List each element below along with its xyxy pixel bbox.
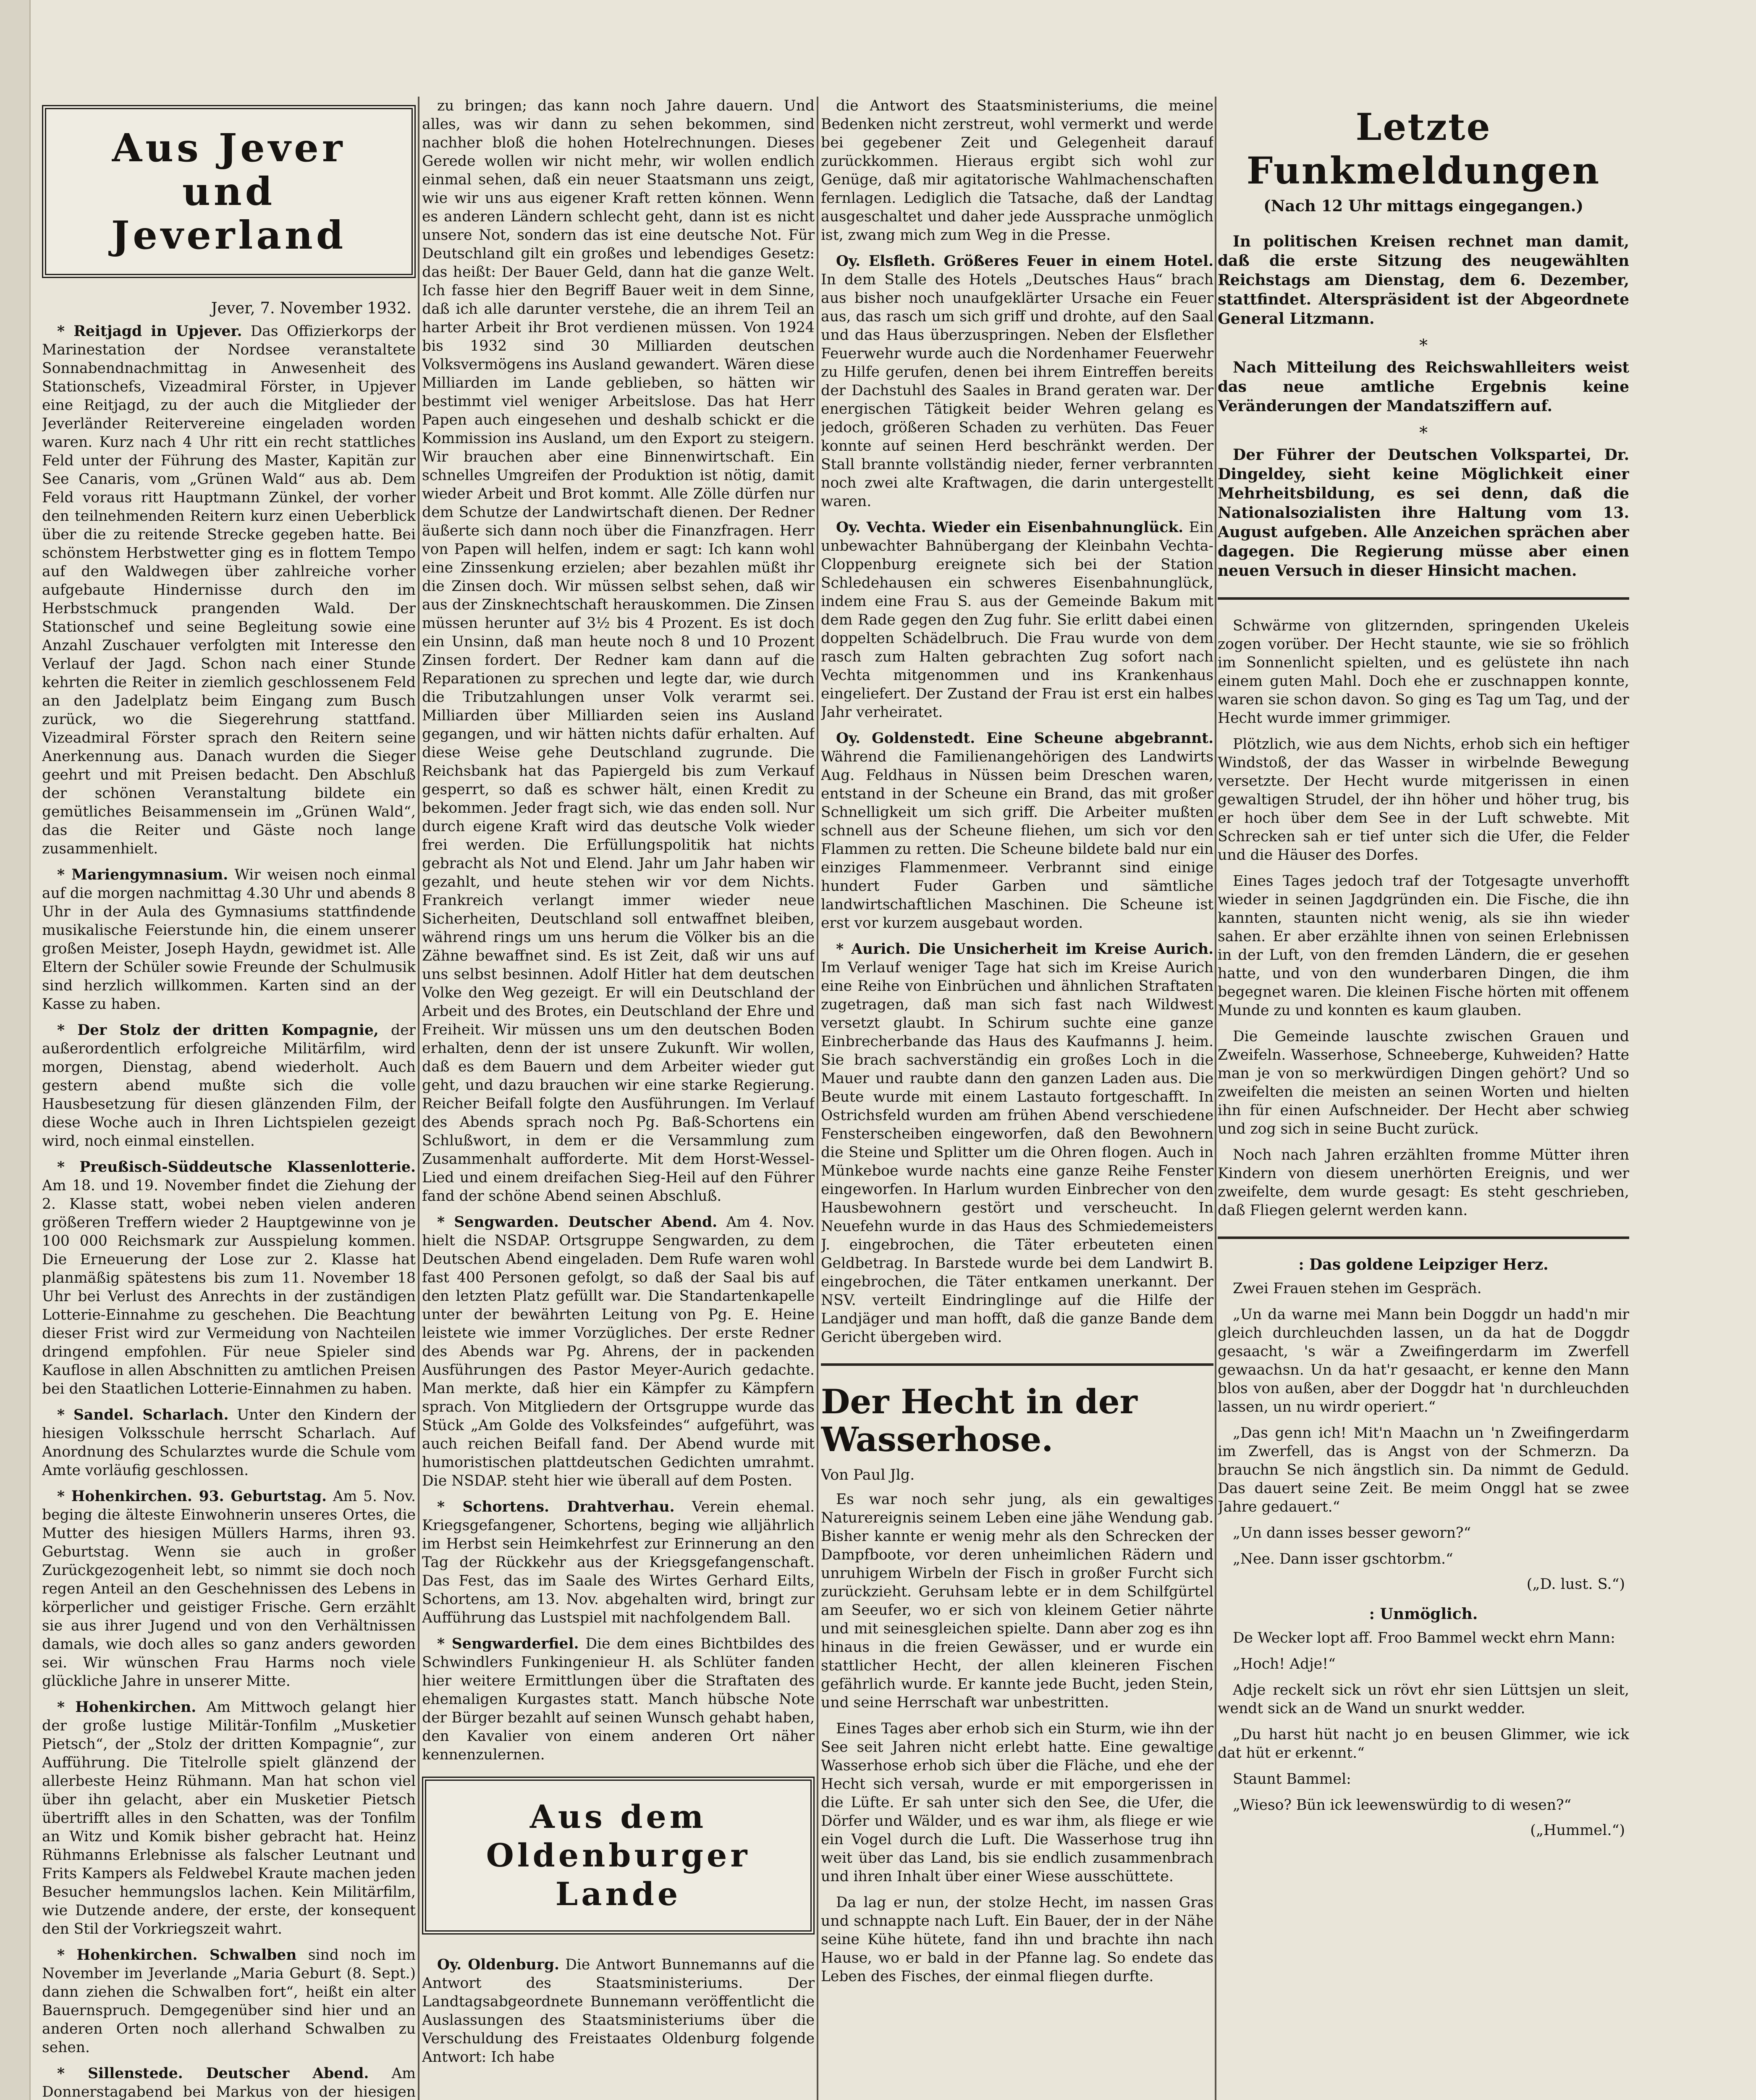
star-separator: * <box>1419 336 1428 355</box>
article-paragraph <box>422 97 815 1205</box>
paragraph: Die Gemeinde lauschte zwischen Grauen und Zweifeln. Wasserhose, Schneeberge, Kuhweiden? Hatte man je von so merkwürdigen Dingen gehört? Und so zweifelten die meisten an seinen Worten und hielten ihn für einen Aufschneider. Der Hecht aber schwieg und zog sich in seine Bucht zurück. <box>1218 1028 1629 1137</box>
anecdote2-body <box>1218 1629 1629 1814</box>
divider <box>1218 1236 1629 1239</box>
article-text: Unter den Kindern der hiesigen Volksschule herrscht Scharlach. Auf Anordnung des Schularztes wurde die Schule vom Amte vorläufig geschlossen. <box>42 1407 416 1479</box>
article-text: Das Offizierkorps der Marinestation der Nordsee veranstaltete Sonnabendnachmittag in Anwesenheit des Stationschefs, Vizeadmiral Förster, in Upjever eine Reitjagd, zu der auch die Mitglieder der Jeverländer Reitervereine eingeladen worden waren. Kurz nach 4 Uhr ritt ein recht stattliches Feld unter der Führung des Master, Kapitän zur See Canaris, vom „Grünen Wald“ aus ab. Dem Feld voraus ritt Hauptmann Zünkel, der vorher den teilnehmenden Reitern kurz einen Ueberblick über die zu reitende Strecke gegeben hatte. Bei schönstem Herbstwetter ging es in flottem Tempo auf den Waldwegen über zahlreiche vorher aufgebaute Hindernisse durch den im Herbstschmuck prangenden Wald. Der Stationschef und seine Begleitung sowie eine Anzahl Zuschauer verfolgten mit Interesse den Verlauf der Jagd. Schon nach einer Stunde kehrten die Reiter in ziemlich geschlossenem Feld an den Jadelplatz beim Eingang zum Busch zurück, wo die Siegerehrung stattfand. Vizeadmiral Förster sprach den Reitern seine Anerkennung aus. Danach wurden die Sieger geehrt und mit Preisen bedacht. Den Abschluß der schönen Veranstaltung bildete ein gemütliches Beisammensein im „Grünen Wald“, das die Reiter und Gäste noch lange zusammenhielt. <box>42 323 416 857</box>
paragraph: Da lag er nun, der stolze Hecht, im nassen Gras und schnappte nach Luft. Ein Bauer, der in der Nähe seine Kühe hütete, fand ihn und brachte ihn nach Hause, wo er bald in der Pfanne lag. So endete das Leben des Fisches, der einmal fliegen durfte. <box>821 1894 1213 1985</box>
column-2-tail-articles <box>422 1956 815 2066</box>
column-rule <box>1215 97 1216 2100</box>
article-lead: * Hohenkirchen. <box>57 1699 197 1716</box>
paragraph: Adje reckelt sick un rövt ehr sien Lüttsjen un sleit, wendt sick an de Wand un snurkt wedder. <box>1218 1682 1629 1717</box>
anecdote1-body <box>1218 1279 1629 1568</box>
paragraph: Es war noch sehr jung, als ein gewaltiges Naturereignis seinem Leben eine jähe Wendung gab. Bisher kannte er wenig mehr als den Schrecken der Dampfboote, vor deren unheimlichen Rädern und unruhigem Wirbeln der Fisch in großer Furcht sich zurückzieht. Geruhsam lebte er in dem Schilfgürtel am Seeufer, wo er sich von kleinem Getier nährte und mit seinesgleichen spielte. Dann aber zog es ihn hinaus in die freien Gewässer, und er wurde ein stattlicher Hecht, der allen kleineren Fischen gefährlich wurde. Er kannte jede Bucht, jeden Stein, und seine Herrschaft war unbestritten. <box>821 1491 1213 1711</box>
article-paragraph <box>42 1698 416 1938</box>
paragraph: Staunt Bammel: <box>1233 1771 1351 1788</box>
article-text: Während die Familienangehörigen des Landwirts Aug. Feldhaus in Nüssen beim Dreschen waren, entstand in der Scheune ein Brand, das mit großer Schnelligkeit um sich griff. Die Arbeiter mußten schnell aus der Scheune fliehen, um sich vor den Flammen zu retten. Die Scheune bildete bald nur ein einziges Flammenmeer. Verbrannt sind einige hundert Fuder Garben und sämtliche landwirtschaftlichen Maschinen. Die Scheune ist erst vor kurzem ausgebaut worden. <box>821 748 1213 932</box>
article-paragraph <box>422 1213 815 1490</box>
article-text: Die Antwort Bunnemanns auf die Antwort des Staatsministeriums. Der Landtagsabgeordnete Bunnemann veröffentlicht die Auslassungen des Staatsministeriums über die Verschuldung des Freistaates Oldenburg folgende Antwort: Ich habe <box>422 1956 815 2066</box>
article-lead: * Preußisch-Süddeutsche Klassenlotterie. <box>57 1159 416 1176</box>
anecdote2-signature: („Hummel.“) <box>1530 1822 1625 1839</box>
article-paragraph <box>42 866 416 1013</box>
section-header-line2: und Jeverland <box>111 169 347 258</box>
paragraph: „Wieso? Bün ick leewenswürdig to di wesen?“ <box>1233 1797 1572 1814</box>
article-text: Am Mittwoch gelangt hier der große lustige Militär-Tonfilm „Musketier Pietsch“, der „Stolz der dritten Kompagnie“, zur Aufführung. Die Titelrolle spielt glänzend der allerbeste Heinz Rühmann. Man hat schon viel über ihn gelacht, aber ein Musketier Pietsch übertrifft alles in den Schatten, was der Tonfilm an Witz und Komik bisher gebracht hat. Heinz Rühmanns Erlebnisse als falscher Leutnant und Frits Kampers als Feldwebel Kraute machen jeden Besucher hemmungslos lachen. Kein Militärfilm, wie Dutzende andere, der erste, der konsequent den Stil der Vorkriegszeit wahrt. <box>42 1699 416 1937</box>
section-header-jever <box>42 105 416 278</box>
paragraph: Eines Tages jedoch traf der Totgesagte unverhofft wieder in seinen Jagdgründen ein. Die Fische, die ihn kannten, staunten nicht wenig, als sie ihn wieder sahen. Er aber erzählte ihnen von seinen Erlebnissen in der Luft, von den fremden Ländern, die er gesehen hatte, und von den wunderbaren Dingen, die ihm begegnet waren. Die kleinen Fische hörten mit offenem Munde zu und konnten es kaum glauben. <box>1218 873 1629 1019</box>
article-lead: * Aurich. Die Unsicherheit im Kreise Aurich. <box>836 941 1213 958</box>
article-paragraph <box>42 1487 416 1690</box>
paragraph: „Du harst hüt nacht jo en beusen Glimmer, wie ick dat hüt er erkennt.“ <box>1218 1726 1629 1761</box>
article-text: Verein ehemal. Kriegsgefangener, Schortens, beging wie alljährlich im Herbst sein Heimkehrfest zur Erinnerung an den Tag der Rückkehr aus der Kriegsgefangenschaft. Das Fest, das im Saale des Wirtes Gerhard Eilts, Schortens, am 13. Nov. abgehalten wird, bringt zur Aufführung das Lustspiel mit nachfolgendem Ball. <box>422 1499 815 1626</box>
paragraph: „Un da warne mei Mann bein Doggdr un hadd'n mir gleich durchleuchden lassen, un da hat de Doggdr gesaacht, 's wär a Zweifingerdarm im Zwerfell gewaachsn. Un da hat'r gesaacht, er kenne den Mann blos von außen, aber der Doggdr hat 'n durchleuchden lassen, un nu wirdr operiert.“ <box>1218 1306 1629 1415</box>
paragraph: Zwei Frauen stehen im Gespräch. <box>1233 1280 1482 1297</box>
article-lead: Oy. Goldenstedt. Eine Scheune abgebrannt. <box>836 730 1213 747</box>
paragraph: De Wecker lopt aff. Froo Bammel weckt ehrn Mann: <box>1233 1630 1615 1646</box>
column-4 <box>1218 97 1629 2100</box>
star-separator: * <box>1419 423 1428 443</box>
paragraph: In politischen Kreisen rechnet man damit, daß die erste Sitzung des neugewählten Reichstags am Dienstag, dem 6. Dezember, stattfindet. Alterspräsident ist der Abgeordnete General Litzmann. <box>1218 233 1629 328</box>
anecdote2-title: : Unmöglich. <box>1369 1605 1478 1623</box>
column-1-articles <box>42 322 416 2100</box>
article-lead: * Sillenstede. Deutscher Abend. <box>57 2065 369 2082</box>
article-lead: * Schortens. Drahtverhau. <box>437 1499 675 1515</box>
article-text: Am 4. Nov. hielt die NSDAP. Ortsgruppe Sengwarden, zu dem Deutschen Abend eingeladen. Dem Rufe waren wohl fast 400 Personen gefolgt, so daß der Saal bis auf den letzten Platz gefüllt war. Die Standartenkapelle unter der bewährten Leitung von Pg. E. Heine leistete wie immer Vorzügliches. Der erste Redner des Abends war Pg. Ahrens, der in packenden Ausführungen des Pastor Meyer-Aurich gedachte. Man merkte, daß hier ein Kämpfer zu Kämpfern sprach. Von Mitgliedern der Ortsgruppe wurde das Stück „Am Golde des Volksfeindes“ aufgeführt, was auch reichen Beifall fand. Der Abend wurde mit humoristischen plattdeutschen Gedichten umrahmt. Die NSDAP. steht hier wie überall auf dem Posten. <box>422 1214 815 1489</box>
article-lead: * Reitjagd in Upjever. <box>57 323 242 340</box>
column-rule <box>418 97 419 2100</box>
article-paragraph <box>42 1946 416 2057</box>
article-text: Die dem eines Bichtbildes des Schwindlers Funkingenieur H. als Schlüter fanden hier weitere Ermittlungen über die Straftaten des ehemaligen Kurgastes statt. Manch hübsche Note der Bürger bezahlt auf seinen Wunsch gehabt haben, den Kavalier von einem anderen Ort näher kennenzulernen. <box>422 1635 815 1763</box>
article-lead: * Sandel. Scharlach. <box>57 1407 229 1423</box>
column-2 <box>422 97 815 2100</box>
article-lead: Oy. Elsfleth. Größeres Feuer in einem Hotel. <box>836 253 1213 270</box>
article-paragraph <box>821 252 1213 511</box>
paragraph: „Un dann isses besser geworn?“ <box>1233 1525 1471 1541</box>
hecht-byline: Von Paul Jlg. <box>821 1467 915 1483</box>
article-text: Am 18. und 19. November findet die Ziehung der 2. Klasse statt, wobei neben vielen anderen größeren Treffern wieder 2 Hauptgewinne von je 100 000 Reichsmark zur Ausspielung kommen. Die Erneuerung der Lose zur 2. Klasse hat planmäßig spätestens bis zum 11. November 18 Uhr bei Verlust des Anrechts in der zuständigen Lotterie-Einnahme zu geschehen. Die Beachtung dieser Frist wird zur Vermeidung von Nachteilen dringend empfohlen. Für neue Spieler sind Kauflose in allen Abschnitten zu amtlichen Preisen bei den Staatlichen Lotterie-Einnahmen zu haben. <box>42 1177 416 1397</box>
article-lead: * Der Stolz der dritten Kompagnie, <box>57 1022 379 1039</box>
article-paragraph <box>42 1021 416 1150</box>
article-lead: Oy. Vechta. Wieder ein Eisenbahnunglück. <box>836 519 1184 536</box>
article-paragraph <box>42 1406 416 1480</box>
funkmeldungen-items <box>1218 232 1629 580</box>
article-text: die Antwort des Staatsministeriums, die meine Bedenken nicht zerstreut, wohl vermerkt und werde bei gegebener Zeit und Gelegenheit darauf zurückkommen. Hieraus ergibt sich wohl zur Genüge, daß mir agitatorische Wahlmachenschaften fernlagen. Lediglich die Tatsache, daß der Landtag ausgeschaltet und daher jede Aussprache unmöglich ist, zwang mich zum Weg in die Presse. <box>821 97 1213 244</box>
article-text: In dem Stalle des Hotels „Deutsches Haus“ brach aus bisher noch unaufgeklärter Ursache ein Feuer aus, das rasch um sich griff und drohte, auf den Saal und das Haus überzuspringen. Neben der Elsflether Feuerwehr wurde auch die Nordenhamer Feuerwehr zu Hilfe gerufen, denen bei ihrem Eintreffen bereits der Dachstuhl des Saales in Brand geraten war. Der energischen Tätigkeit beider Wehren gelang es jedoch, größeren Schaden zu verhüten. Das Feuer konnte auf seinen Herd beschränkt werden. Der Stall brannte vollständig nieder, ferner verbrannten noch zwei alte Kraftwagen, die darin untergestellt waren. <box>821 271 1213 510</box>
article-paragraph <box>42 1158 416 1398</box>
funkmeldungen-subtitle: (Nach 12 Uhr mittags eingegangen.) <box>1263 197 1583 215</box>
paragraph: Plötzlich, wie aus dem Nichts, erhob sich ein heftiger Windstoß, der das Wasser in wirbelnde Bewegung versetzte. Der Hecht wurde mitgerissen in einen gewaltigen Strudel, der ihn höher und höher trug, bis er hoch über dem See in der Luft schwebte. Mit Schrecken sah er tief unter sich die Ufer, die Felder und die Häuser des Dorfes. <box>1218 736 1629 864</box>
oldenburg-header-line1: Aus dem Oldenburger <box>486 1798 751 1874</box>
column-3-articles <box>821 97 1213 1347</box>
article-text: zu bringen; das kann noch Jahre dauern. Und alles, was wir dann zu sehen bekommen, sind nachher bloß die hohen Hotelrechnungen. Dieses Gerede wollen wir nicht mehr, wir wollen endlich einmal sehen, daß ein neuer Staatsmann uns zeigt, wie wir uns aus eigener Kraft retten können. Wenn es anderen Ländern schlecht geht, dann ist es nicht unsere Not, sondern das ist eine deutsche Not. Für Deutschland gilt ein großes und lebendiges Gesetz: das heißt: Der Bauer Geld, dann hat die ganze Welt. Ich fasse hier den Begriff Bauer weit in dem Sinne, daß ich alle darunter verstehe, die an ihrem Teil an harter Arbeit ihr Brot verdienen müssen. Von 1924 bis 1932 sind 30 Milliarden deutschen Volksvermögens ins Ausland gewandert. Wären diese Milliarden im Lande geblieben, so hätten wir bestimmt viel weniger Arbeitslose. Das hat Herr Papen auch eingesehen und deshalb schickt er die Kommission ins Ausland, um den Export zu steigern. Wir brauchen aber eine Binnenwirtschaft. Ein schnelles Umgreifen der Produktion ist nötig, damit wieder Arbeit und Brot kommt. Alle Zölle dürfen nur dem Schutze der Landwirtschaft dienen. Der Redner äußerte sich dann noch über die Finanzfragen. Herr von Papen will helfen, indem er sagt: Ich kann wohl eine Zinssenkung erzielen; aber bezahlen müßt ihr die Zinsen doch. Wir müssen selbst sehen, daß wir aus der Zinsknechtschaft herauskommen. Die Zinsen müssen herunter auf 3½ bis 4 Prozent. Es ist doch ein Unsinn, daß man heute noch 8 und 10 Prozent Zinsen fordert. Der Redner kam dann auf die Reparationen zu sprechen und legte dar, wie durch die Tributzahlungen unser Volk verarmt sei. Milliarden über Milliarden seien ins Ausland gegangen, und wir hätten nichts dafür erhalten. Auf diese Weise gehe Deutschland zugrunde. Die Reichsbank hat das Papiergeld bis zum Verkauf gesperrt, so daß es schwer hält, einen Kredit zu bekommen. Jeder fragt sich, wie das enden soll. Nur durch eigene Kraft wird das deutsche Volk wieder frei werden. Die Erfüllungspolitik hat nichts gebracht als Not und Elend. Jahr um Jahr haben wir gezahlt, und heute stehen wir vor dem Nichts. Frankreich verlangt immer wieder neue Sicherheiten, Deutschland soll entwaffnet bleiben, während rings um uns herum die Völker bis an die Zähne bewaffnet sind. Es ist Zeit, daß wir uns auf uns selbst besinnen. Adolf Hitler hat dem deutschen Volke den Weg gezeigt. Er will ein Deutschland der Arbeit und des Brotes, ein Deutschland der Ehre und Freiheit. Wir müssen uns um den deutschen Boden erhalten, denn der ist unsere Zukunft. Wir wollen, daß es dem Bauern und dem Arbeiter wieder gut geht, und dazu brauchen wir eine starke Regierung. Reicher Beifall folgte den Ausführungen. Im Verlauf des Abends sprach noch Pg. Baß-Schortens ein Schlußwort, in dem er die Versammlung zum Zusammenhalt aufforderte. Mit dem Horst-Wessel-Lied und einem dreifachen Sieg-Heil auf den Führer fand der schöne Abend seinen Abschluß. <box>422 97 815 1205</box>
dateline: Jever, 7. November 1932. <box>211 299 411 317</box>
paragraph: Der Führer der Deutschen Volkspartei, Dr. Dingeldey, sieht keine Möglichkeit einer Mehrheitsbildung, es sei denn, daß die Nationalsozialisten ihre Haltung vom 13. August aufgeben. Alle Anzeichen sprächen aber dagegen. Die Regierung müsse aber einen neuen Versuch in dieser Hinsicht machen. <box>1218 446 1629 580</box>
hecht-story <box>821 1490 1213 1986</box>
article-lead: * Sengwarderfiel. <box>437 1635 579 1652</box>
article-paragraph <box>821 97 1213 244</box>
article-paragraph <box>422 1498 815 1627</box>
paragraph: „Hoch! Adje!“ <box>1233 1656 1336 1672</box>
article-lead: * Mariengymnasium. <box>57 866 228 883</box>
paragraph: Schwärme von glitzernden, springenden Ukeleis zogen vorüber. Der Hecht staunte, wie sie so fröhlich im Sonnenlicht spielten, und es gelüstete ihn nach einem guten Mahl. Doch ehe er zuschnappen konnte, waren sie schon davon. So ging es Tag um Tag, und der Hecht wurde immer grimmiger. <box>1218 617 1629 727</box>
article-text: Am Donnerstagabend bei Markus von der hiesigen <box>42 2065 416 2100</box>
article-lead: * Hohenkirchen. Schwalben <box>57 1947 297 1964</box>
article-lead: Oy. Oldenburg. <box>437 1956 560 1973</box>
article-text: Ein unbewachter Bahnübergang der Kleinbahn Vechta-Cloppenburg ereignete sich bei der Station Schledehausen ein schweres Eisenbahnunglück, indem eine Frau S. aus der Gemeinde Bakum mit dem Rade gegen den Zug fuhr. Sie erlitt dabei einen doppelten Schädelbruch. Die Frau wurde von dem rasch zum Halten gebrachten Zug sofort nach Vechta mitgenommen und ins Krankenhaus eingeliefert. Der Zustand der Frau ist erst ein halbes Jahr verheiratet. <box>821 519 1213 721</box>
article-text: sind noch im November im Jeverlande „Maria Geburt (8. Sept.) dann ziehen die Schwalben fort“, heißt ein alter Bauernspruch. Demgegenüber sind hier und an anderen Orten noch allerhand Schwalben zu sehen. <box>42 1947 416 2056</box>
article-paragraph <box>42 322 416 858</box>
oldenburg-header-line2: Lande <box>555 1875 681 1913</box>
article-paragraph <box>821 940 1213 1347</box>
section-header-line1: Aus Jever <box>112 125 346 171</box>
anecdote1-signature: („D. lust. S.“) <box>1526 1576 1625 1593</box>
binding-edge <box>0 0 31 2100</box>
section-header-oldenburg <box>422 1777 815 1935</box>
paragraph: Noch nach Jahren erzählten fromme Mütter ihren Kindern von diesem unerhörten Ereignis, und wer zweifelte, dem wurde gesagt: Es steht geschrieben, daß Fliegen gelernt werden kann. <box>1218 1147 1629 1219</box>
article-text: Am 5. Nov. beging die älteste Einwohnerin unseres Ortes, die Mutter des hiesigen Müllers Harms, ihren 93. Geburtstag. Wenn sie auch in großer Zurückgezogenheit lebt, so nimmt sie doch noch regen Anteil an den Geschehnissen des Lebens in körperlicher und geistiger Frische. Gern erzählt sie aus ihrer Jugend und von den Verhältnissen damals, wie doch alles so ganz anders geworden sei. Wir wünschen Frau Harms noch viele glückliche Jahre in unserer Mitte. <box>42 1488 416 1690</box>
divider <box>1218 597 1629 600</box>
article-text: Wir weisen noch einmal auf die morgen nachmittag 4.30 Uhr und abends 8 Uhr in der Aula des Gymnasiums stattfindende musikalische Feierstunde hin, die einem unserer großen Meister, Joseph Haydn, gewidmet ist. Alle Eltern der Schüler sowie Freunde der Schulmusik sind herzlich willkommen. Karten sind an der Kasse zu haben. <box>42 866 416 1013</box>
paragraph: „Das genn ich! Mit'n Maachn un 'n Zweifingerdarm im Zwerfell, das is Angst von der Schmerzn. Da brauchn Se nich ängstlich sin. Da nimmt de Geduld. Das dauert seine Zeit. Be meim Onggl hat se zwee Jahre gedauert.“ <box>1218 1425 1629 1515</box>
divider <box>821 1363 1213 1366</box>
article-paragraph <box>422 1956 815 2066</box>
story-continuation <box>1218 617 1629 1220</box>
article-paragraph <box>821 729 1213 932</box>
article-text: Im Verlauf weniger Tage hat sich im Kreise Aurich eine Reihe von Einbrüchen und ähnlichen Straftaten zugetragen, daß man sich fast nach Wildwest versetzt glaubt. In Schirum suchte eine ganze Einbrecherbande das Haus des Kaufmanns J. heim. Sie brach sachverständig ein großes Loch in die Mauer und raubte dann den ganzen Laden aus. Die Beute wurde mit einem Lastauto fortgeschafft. In Ostrichsfeld wurden am frühen Abend verschiedene Fensterscheiben eingeworfen, daß den Bewohnern die Steine und Splitter um die Ohren flogen. Auch in Münkeboe wurde nachts eine ganze Reihe Fenster eingeworfen. In Harlum wurden Einbrecher von den Hausbewohnern gestört und verscheucht. In Neuefehn wurde in das Haus des Schmiedemeisters J. eingebrochen, die Täter erbeuteten einen Geldbetrag. In Barstede wurde bei dem Landwirt B. eingebrochen, die Täter entkamen unerkannt. Der NSV. verteilt Eindringlinge auf die Hilfe der Landjäger und man hofft, daß die ganze Bande dem Gericht übergeben wird. <box>821 959 1213 1346</box>
paragraph: „Nee. Dann isser gschtorbm.“ <box>1233 1551 1453 1567</box>
column-rule <box>817 97 818 2100</box>
article-paragraph <box>821 518 1213 722</box>
funkmeldungen-title: Letzte Funkmeldungen <box>1246 105 1601 192</box>
article-paragraph <box>42 2064 416 2100</box>
article-lead: * Sengwarden. Deutscher Abend. <box>437 1214 718 1231</box>
paragraph: Eines Tages aber erhob sich ein Sturm, wie ihn der See seit Jahren nicht erlebt hatte. Eine gewaltige Wasserhose erhob sich über die Fläche, und ehe der Hecht sich versah, wurde er mit emporgerissen in die Lüfte. Er sah unter sich den See, die Ufer, die Dörfer und Wälder, und es war ihm, als fliege er wie ein Vogel durch die Luft. Die Wasserhose trug ihn weit über das Land, bis sie endlich zusammenbrach und ihren Inhalt über einer Wiese ausschüttete. <box>821 1720 1213 1885</box>
article-lead: * Hohenkirchen. 93. Geburtstag. <box>57 1488 327 1505</box>
anecdote1-title: : Das goldene Leipziger Herz. <box>1298 1256 1549 1273</box>
paragraph: Nach Mitteilung des Reichswahlleiters weist das neue amtliche Ergebnis keine Veränderungen der Mandatsziffern auf. <box>1218 359 1629 415</box>
hecht-title: Der Hecht in der Wasserhose. <box>821 1382 1137 1459</box>
column-3 <box>821 97 1213 2100</box>
column-2-articles <box>422 97 815 1764</box>
column-1 <box>42 97 416 2100</box>
article-paragraph <box>422 1635 815 1764</box>
article-text: der außerordentlich erfolgreiche Militärfilm, wird morgen, Dienstag, abend wiederholt. Auch gestern abend mußte sich die volle Hausbesetzung für diesen glänzenden Film, der diese Woche auch in Ihren Lichtspielen gezeigt wird, noch einmal einstellen. <box>42 1022 416 1150</box>
